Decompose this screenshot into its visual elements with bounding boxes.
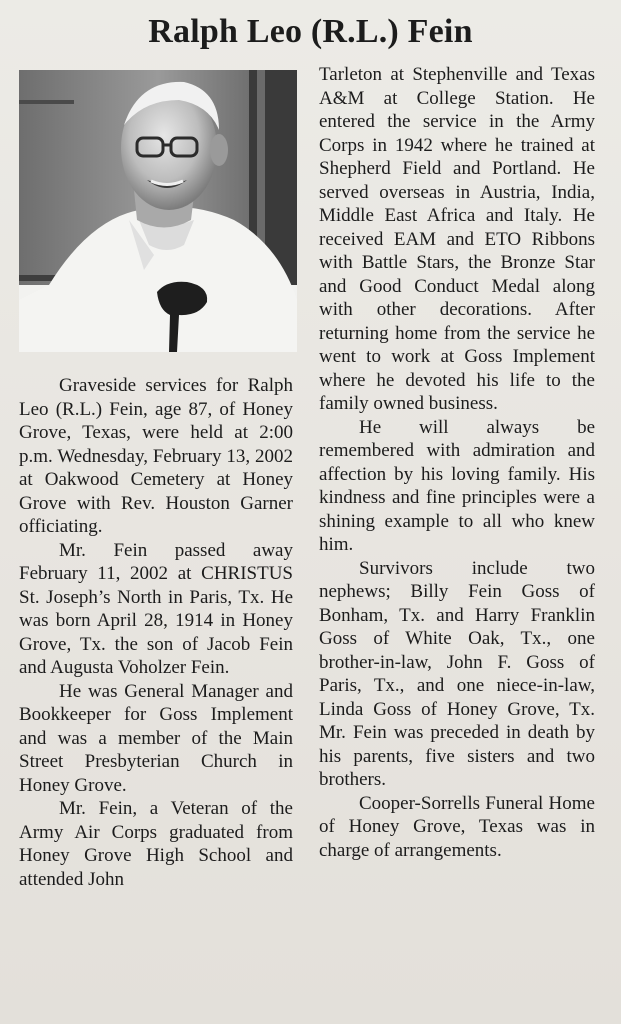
paragraph-arrangements: Cooper-Sorrells Funeral Home of Honey Grove, Texas was in charge of arrangements. bbox=[319, 792, 595, 861]
obituary-title: Ralph Leo (R.L.) Fein bbox=[148, 13, 473, 50]
right-column bbox=[319, 63, 595, 862]
paragraph-remembrance: He will always be remembered with admiration and affection by his loving family. His kindness and fine principles were a shining example to all who knew him. bbox=[319, 416, 595, 555]
paragraph-passing: Mr. Fein passed away February 11, 2002 at CHRISTUS St. Joseph’s North in Paris, Tx. He was born April 28, 1914 in Honey Grove, Tx. the son of Jacob Fein and Augusta Voholzer Fein. bbox=[19, 539, 293, 678]
paragraph-service-record: Tarleton at Stephenville and Texas A&M at College Station. He entered the service in the Army Corps in 1942 where he trained at Shepherd Field and Portland. He served overseas in Austria, India, Middle East Africa and Italy. He received EAM and ETO Ribbons with Battle Stars, the Bronze Star and Good Conduct Medal along with other decorations. After returning home from the service he went to work at Goss Implement where he devoted his life to the family owned business. bbox=[319, 64, 595, 414]
portrait-photo bbox=[19, 70, 297, 352]
paragraph-career: He was General Manager and Bookkeeper for Goss Implement and was a member of the Main Street Presbyterian Church in Honey Grove. bbox=[19, 680, 293, 796]
paragraph-services: Graveside services for Ralph Leo (R.L.) Fein, age 87, of Honey Grove, Texas, were held at 2:00 p.m. Wednesday, February 13, 2002 at Oakwood Cemetery at Honey Grove with Rev. Houston Garner officiating. bbox=[19, 375, 293, 537]
paragraph-survivors: Survivors include two nephews; Billy Fein Goss of Bonham, Tx. and Harry Franklin Goss of White Oak, Tx., one brother-in-law, John F. Goss of Paris, Tx., and one niece-in-law, Linda Goss of Honey Grove, Tx. Mr. Fein was preceded in death by his parents, five sisters and two brothers. bbox=[319, 557, 595, 790]
portrait-image bbox=[19, 70, 297, 352]
left-column bbox=[19, 374, 293, 891]
paragraph-education: Mr. Fein, a Veteran of the Army Air Corps graduated from Honey Grove High School and attended John bbox=[19, 798, 293, 890]
